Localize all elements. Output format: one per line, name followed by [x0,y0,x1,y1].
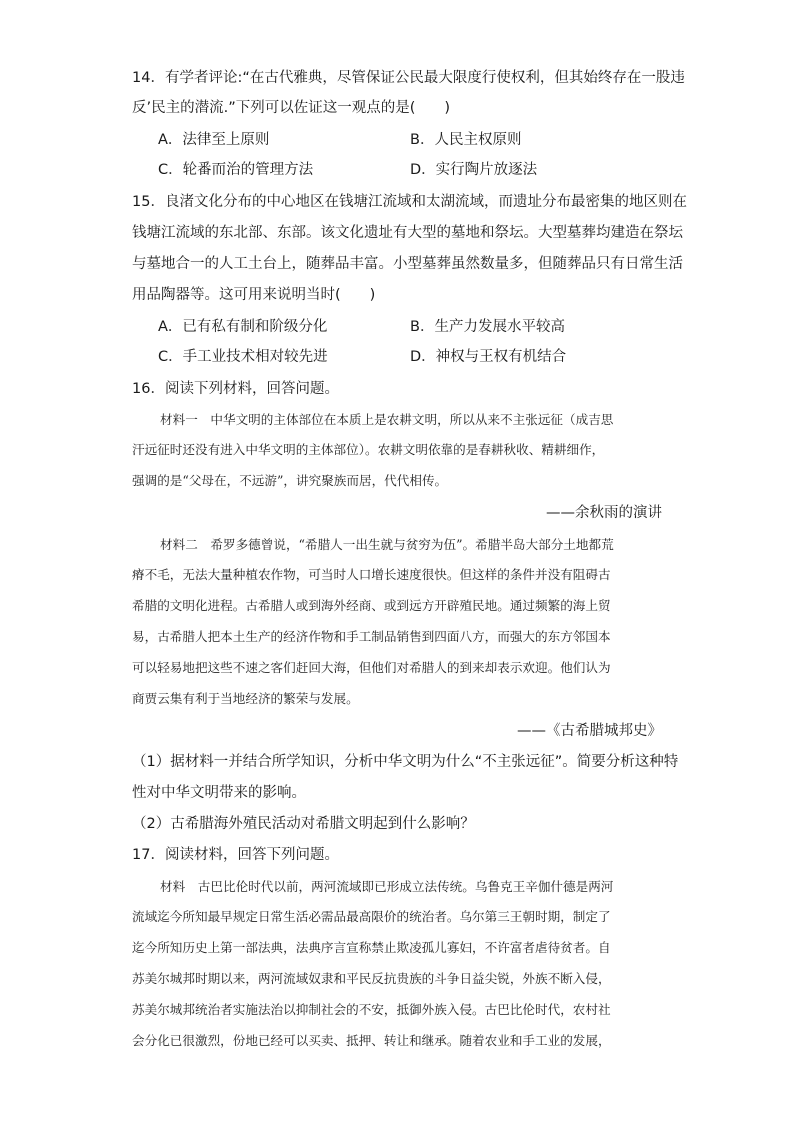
q16-material-1-line: 汗远征时还没有进入中华文明的主体部位）。农耕文明依靠的是春耕秋收、精耕细作， [132,442,605,457]
q17-material-line: 会分化已很激烈，份地已经可以买卖、抵押、转让和继承。随着农业和手工业的发展， [132,1033,611,1048]
q16-stem: 16．阅读下列材料，回答问题。 [132,381,339,397]
q16-material-2-line: 瘠不毛，无法大量种植农作物，可当时人口增长速度很快。但这样的条件并没有阻碍古 [132,567,611,582]
q14-stem-line-2: 反’民主的潜流.”下列可以佐证这一观点的是( ) [132,100,451,116]
q14-option-a[interactable]: A．法律至上原则 [158,132,270,148]
q16-material-2-line: 可以轻易地把这些不速之客们赶回大海，但他们对希腊人的到来却表示欢迎。他们认为 [132,660,611,675]
q16-material-2-line: 商贾云集有利于当地经济的繁荣与发展。 [132,691,359,706]
q16-material-2-line: 材料二 希罗多德曾说，“希腊人一出生就与贫穷为伍”。希腊半岛大部分土地都荒 [160,537,614,552]
q16-material-1-source: ——余秋雨的演讲 [546,505,662,521]
q15-stem-line-2: 钱塘江流域的东北部、东部。该文化遗址有大型的墓地和祭坛。大型墓葬均建造在祭坛 [132,225,683,241]
q17-stem: 17．阅读材料，回答下列问题。 [132,847,339,863]
q16-material-2-line: 希腊的文明化进程。古希腊人或到海外经商、或到远方开辟殖民地。通过频繁的海上贸 [132,598,611,613]
q14-option-c[interactable]: C．轮番而治的管理方法 [158,162,314,178]
q14-option-b[interactable]: B．人民主权原则 [410,132,522,148]
q17-material-line: 材料 古巴比伦时代以前，两河流域即已形成立法传统。乌鲁克王辛伽什德是两河 [160,879,614,894]
q15-stem-line-3: 与墓地合一的人工土台上，随葬品丰富。小型墓葬虽然数量多，但随葬品只有日常生活 [132,256,683,272]
q15-option-a[interactable]: A．已有私有制和阶级分化 [158,319,328,335]
q16-subquestion-1-line-2: 性对中华文明带来的影响。 [132,785,306,801]
q15-option-c[interactable]: C．手工业技术相对较先进 [158,349,328,365]
q16-material-2-line: 易，古希腊人把本土生产的经济作物和手工制品销售到四面八方，而强大的东方邻国本 [132,629,611,644]
q16-material-2-source: ——《古希腊城邦史》 [517,723,662,739]
q14-option-d[interactable]: D．实行陶片放逐法 [410,162,538,178]
q17-material-line: 苏美尔城邦统治者实施法治以抑制社会的不安，抵御外族入侵。古巴比伦时代，农村社 [132,1002,611,1017]
q14-stem-line-1: 14．有学者评论:“在古代雅典，尽管保证公民最大限度行使权利，但其始终存在一股违 [132,70,685,86]
q15-option-d[interactable]: D．神权与王权有机结合 [410,349,567,365]
q16-subquestion-1-line-1: （1）据材料一并结合所学知识，分析中华文明为什么“不主张远征”。简要分析这种特 [132,754,679,770]
q17-material-line: 迄今所知历史上第一部法典，法典序言宣称禁止欺凌孤儿寡妇，不许富者虐待贫者。自 [132,940,611,955]
q16-material-1-line: 强调的是“父母在，不远游”，讲究聚族而居，代代相传。 [132,473,448,488]
q17-material-line: 苏美尔城邦时期以来，两河流域奴隶和平民反抗贵族的斗争日益尖锐，外族不断入侵， [132,971,611,986]
q17-material-line: 流域迄今所知最早规定日常生活必需品最高限价的统治者。乌尔第三王朝时期，制定了 [132,909,611,924]
q15-stem-line-4: 用品陶器等。这可用来说明当时( ) [132,287,376,303]
q16-subquestion-2: （2）古希腊海外殖民活动对希腊文明起到什么影响？ [132,816,475,832]
q15-option-b[interactable]: B．生产力发展水平较高 [410,319,565,335]
q16-material-1-line: 材料一 中华文明的主体部位在本质上是农耕文明，所以从来不主张远征（成吉思 [160,412,614,427]
q15-stem-line-1: 15．良渚文化分布的中心地区在钱塘江流域和太湖流域，而遗址分布最密集的地区则在 [132,194,687,210]
